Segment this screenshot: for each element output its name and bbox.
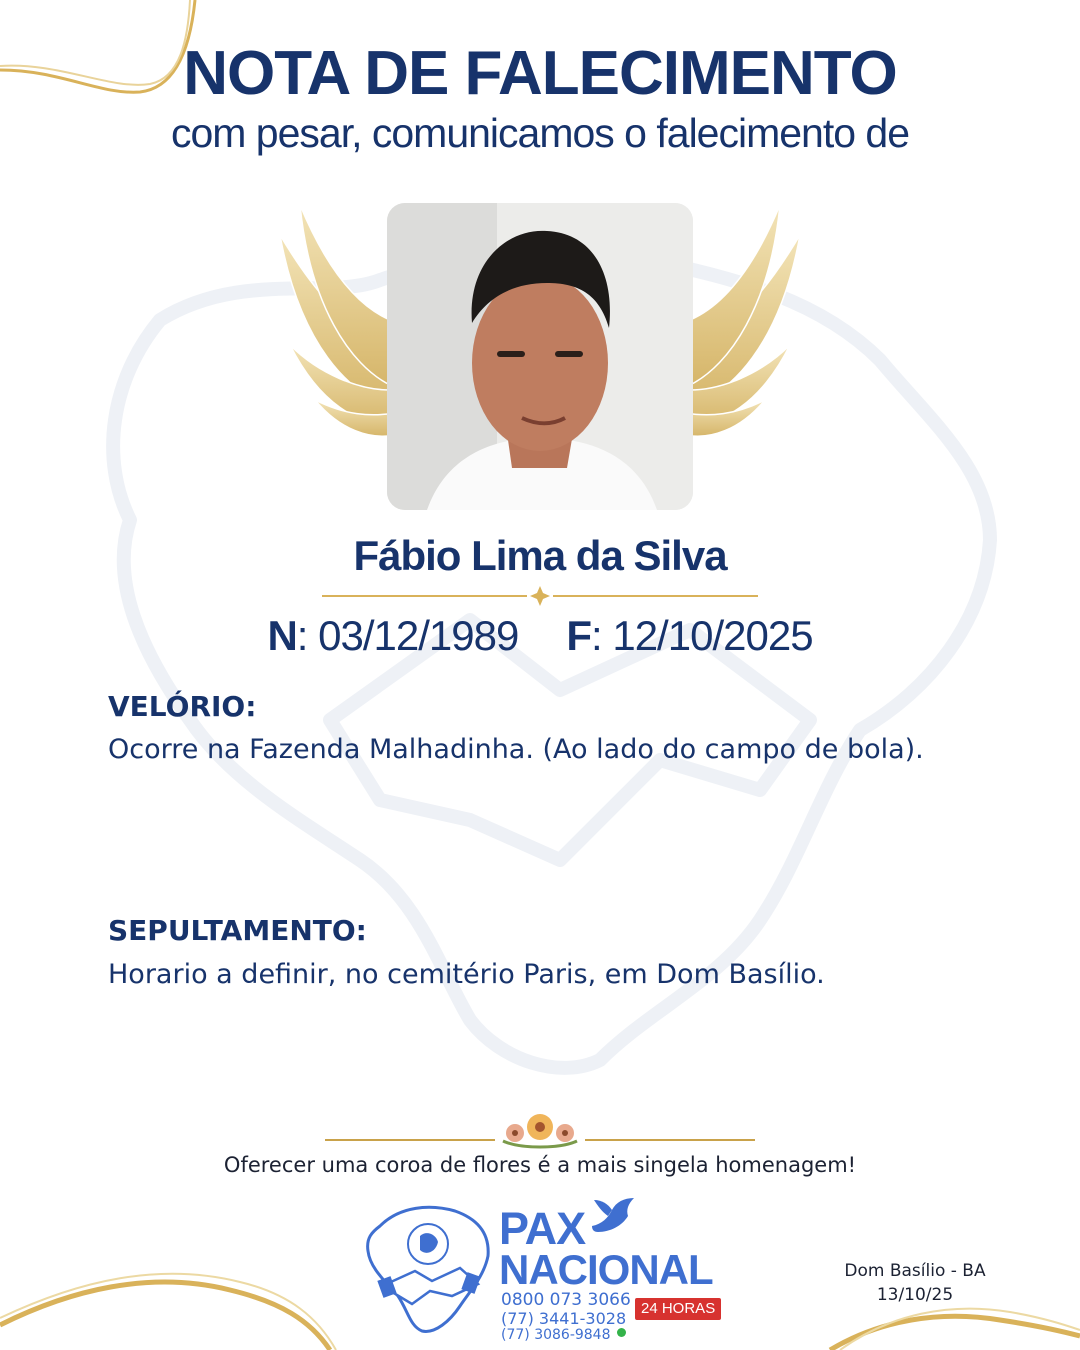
- location-date: [815, 1259, 1015, 1307]
- phone-tollfree: 0800 073 3066: [501, 1290, 631, 1310]
- portrait-image: [387, 203, 693, 510]
- page-title: NOTA DE FALECIMENTO: [183, 39, 897, 108]
- death-date: 12/10/2025: [612, 612, 813, 659]
- life-dates: N: 03/12/1989 F: 12/10/2025: [267, 612, 813, 659]
- homage-text: Oferecer uma coroa de flores é a mais singela homenagem!: [223, 1153, 857, 1177]
- birth-date: 03/12/1989: [318, 612, 519, 659]
- sepultamento-label: SEPULTAMENTO:: [108, 914, 367, 947]
- flower-icon: [503, 1114, 577, 1147]
- location-city: Dom Basílio - BA: [844, 1261, 986, 1281]
- 24h-badge: 24 HORAS: [635, 1298, 721, 1320]
- death-label: F: [566, 612, 591, 659]
- sepultamento-text: Horario a definir, no cemitério Paris, em Dom Basílio.: [108, 959, 825, 990]
- gold-divider: [322, 583, 758, 609]
- brand-name-nacional: NACIONAL: [499, 1246, 713, 1293]
- velorio-label: VELÓRIO:: [108, 690, 257, 723]
- flower-divider: [325, 1105, 755, 1155]
- phone-landline: (77) 3441-3028: [501, 1309, 627, 1328]
- pax-nacional-emblem-icon: [360, 1196, 495, 1336]
- phone-whatsapp: (77) 3086-9848: [501, 1327, 611, 1343]
- deceased-name: Fábio Lima da Silva: [353, 532, 727, 579]
- publish-date: 13/10/25: [876, 1285, 954, 1305]
- dove-icon: [588, 1196, 638, 1238]
- page-subtitle: com pesar, comunicamos o falecimento de: [170, 110, 910, 156]
- birth-label: N: [267, 612, 297, 659]
- deceased-photo: [387, 203, 693, 510]
- velorio-text: Ocorre na Fazenda Malhadinha. (Ao lado do campo de bola).: [108, 734, 924, 765]
- star-icon: [530, 586, 550, 606]
- brand-name-pax: PAX: [499, 1203, 586, 1254]
- whatsapp-icon: [617, 1328, 626, 1337]
